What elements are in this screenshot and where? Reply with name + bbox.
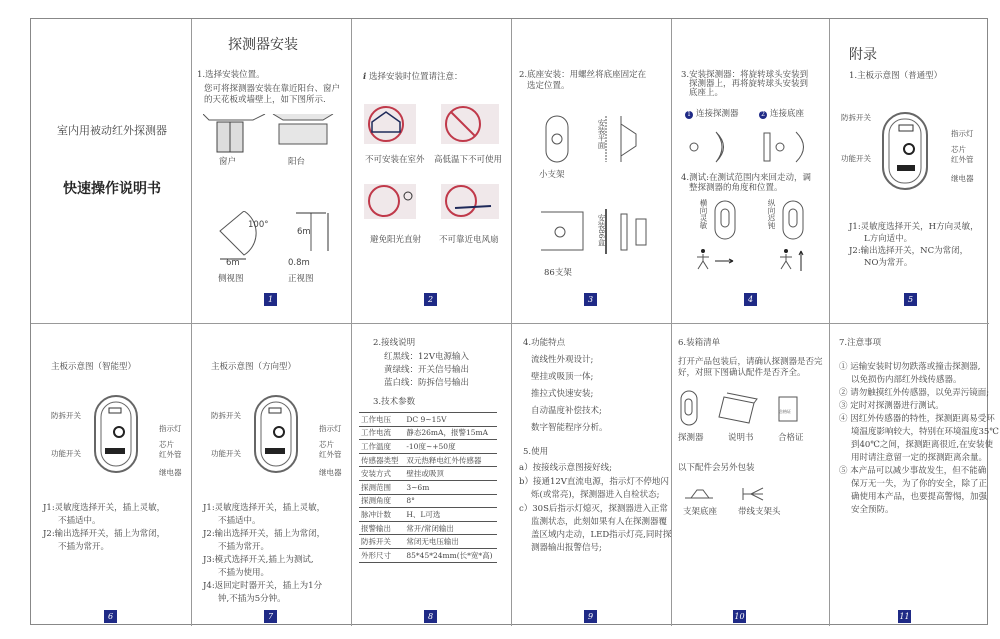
- page-number: 3: [584, 293, 597, 306]
- section-title: 7.注意事项: [839, 338, 882, 348]
- step-text: 2.底座安装：用螺丝将底座固定在: [519, 70, 647, 80]
- label-relay: 继电器: [951, 174, 974, 183]
- spec-label: 防拆开关: [359, 535, 400, 549]
- label: 横向灵敏: [699, 199, 708, 229]
- spec-label: 传感器类型: [359, 453, 400, 467]
- spec-label: 脉冲计数: [359, 508, 400, 522]
- wiring-item: 红黑线：12V电源输入: [384, 352, 469, 362]
- section-title: 主板示意图（智能型）: [51, 362, 137, 372]
- spec-table: [359, 412, 497, 563]
- label-ir: 红外管: [951, 155, 974, 164]
- certificate-text: 合格证: [779, 409, 791, 414]
- usage-item: b）接通12V直流电源，指示灯不停地闪: [519, 477, 669, 487]
- spec-row: [359, 426, 497, 440]
- spec-label: 探测范围: [359, 480, 400, 494]
- sub-step-label: 连接探测器: [696, 109, 739, 119]
- label-function: 功能开关: [841, 154, 871, 163]
- cover-subtitle: 快速操作说明书: [63, 181, 161, 197]
- page-4: [671, 19, 831, 322]
- section-title: 1.主板示意图（普通型）: [849, 71, 943, 81]
- spec-value: 静态26mA，报警15mA: [400, 426, 497, 440]
- spec-row: [359, 413, 497, 427]
- page-number: 1: [264, 293, 277, 306]
- page-7: [191, 324, 351, 627]
- caption: 小支架: [539, 170, 565, 180]
- cover-title: 室内用被动红外探测器: [57, 124, 167, 137]
- spec-label: 探测角度: [359, 494, 400, 508]
- spec-label: 工作电压: [359, 413, 400, 427]
- label-relay: 继电器: [159, 468, 182, 477]
- section-title: 3.技术参数: [373, 397, 416, 407]
- note-item: ④ 因红外传感器的特性，探测距离易受环: [839, 414, 995, 424]
- page-heading: 附录: [849, 47, 877, 63]
- step-text: 3.安装探测器：将旋转球头安装到: [681, 70, 809, 80]
- feature-item: 流线性外观设计;: [531, 355, 594, 365]
- spec-label: 工作电流: [359, 426, 400, 440]
- range-label: 6m: [226, 258, 240, 268]
- step-text: 整探测器的角度和位置。: [689, 183, 783, 193]
- section-title: 4.功能特点: [523, 338, 566, 348]
- spec-row: [359, 440, 497, 454]
- section-title: 以下配件会另外包装: [678, 463, 755, 473]
- note-item: 确使用本产品，也要提高警惕，加强: [851, 492, 988, 502]
- wiring-item: 蓝白线：防拆信号输出: [384, 378, 470, 388]
- page-number: 9: [584, 610, 597, 623]
- page-10: [671, 324, 831, 627]
- caption-window: 窗户: [219, 157, 237, 167]
- label-chip: 芯片: [951, 145, 966, 154]
- desc-text: 的天花板或墙壁上，如下图所示.: [204, 95, 326, 105]
- window-illustration: [203, 114, 343, 154]
- walk-test-illustration: [691, 199, 821, 274]
- usage-item: 监测状态，此刻如果有人在探测器覆: [531, 517, 668, 527]
- page-number: 5: [904, 293, 917, 306]
- step-text: 选定位置。: [527, 81, 570, 91]
- jumper-text: J1:灵敏度选择开关，H方向灵敏，: [849, 222, 979, 232]
- feature-item: 壁挂或吸顶一体;: [531, 372, 594, 382]
- sub-step-1: [685, 108, 739, 121]
- range-diagram: [216, 211, 336, 261]
- page-11: [831, 324, 999, 627]
- label-chip: 芯片: [159, 440, 174, 449]
- feature-item: 推拉式快速安装;: [531, 389, 594, 399]
- no-fan-icon: [441, 184, 499, 219]
- manual-sheet: [30, 18, 999, 625]
- page-3: [511, 19, 671, 322]
- desc-text: 好，对照下图确认配件是否齐全。: [678, 368, 806, 378]
- caption-side: 侧视图: [218, 274, 244, 284]
- spec-value: -10度~+50度: [400, 440, 497, 454]
- jumper-text: J4:返回定时器开关，插上为1分: [203, 581, 323, 591]
- page-number: 7: [264, 610, 277, 623]
- caption: 带线支架头: [738, 507, 781, 517]
- spec-label: 工作温度: [359, 440, 400, 454]
- page-1: [191, 19, 351, 322]
- label-function: 功能开关: [211, 449, 241, 458]
- spec-row: [359, 453, 497, 467]
- label-led: 指示灯: [951, 129, 974, 138]
- page-number: 8: [424, 610, 437, 623]
- caption-front: 正视图: [288, 274, 314, 284]
- spec-row: [359, 494, 497, 508]
- note-item: 安全预防。: [851, 505, 894, 515]
- page-2: [351, 19, 511, 322]
- jumper-text: J2:输出选择开关，NC为常闭，: [849, 246, 969, 256]
- board-diagram: [93, 394, 139, 474]
- accessory-illustration: [683, 484, 793, 504]
- board-diagram: [253, 394, 299, 474]
- usage-item: 烁(或常亮)，探测器进入自检状态;: [531, 490, 660, 500]
- ball-joint-illustration: [686, 127, 816, 167]
- step-number-badge: 2: [759, 111, 767, 119]
- caption: 避免阳光直射: [370, 235, 422, 245]
- note-item: ① 运输安装时切勿跌落或撞击探测器,: [839, 362, 981, 372]
- label-ir: 红外管: [319, 450, 342, 459]
- caption: 合格证: [778, 433, 804, 443]
- spec-value: 壁挂或吸顶: [400, 467, 497, 481]
- jumper-text: 不插为使用。: [218, 568, 270, 578]
- label-function: 功能开关: [51, 449, 81, 458]
- jumper-text: 不插为常开。: [58, 542, 110, 552]
- no-temperature-icon: [441, 104, 499, 144]
- page-6: [31, 324, 191, 627]
- jumper-text: J2:输出选择开关，插上为常闭，: [43, 529, 166, 539]
- page-8: [351, 324, 511, 627]
- spec-row: [359, 508, 497, 522]
- spec-value: 3~6m: [400, 480, 497, 494]
- step-text: 1.选择安装位置。: [197, 70, 265, 80]
- step-text: 底座上。: [689, 88, 724, 98]
- jumper-text: J1:灵敏度选择开关，插上灵敏，: [203, 503, 326, 513]
- jumper-text: J2:输出选择开关，插上为常闭，: [203, 529, 326, 539]
- label-led: 指示灯: [319, 424, 342, 433]
- label-tamper: 防拆开关: [841, 113, 871, 122]
- label-relay: 继电器: [319, 468, 342, 477]
- sub-step-2: [759, 108, 804, 121]
- note-text: 选择安装时位置请注意：: [368, 72, 463, 82]
- spec-value: 8°: [400, 494, 497, 508]
- desc-text: 打开产品包装后，请确认探测器是否完: [678, 357, 823, 367]
- note-title: i 选择安装时位置请注意：: [363, 72, 463, 82]
- spec-value: H、L可选: [400, 508, 497, 522]
- label-tamper: 防拆开关: [51, 411, 81, 420]
- board-diagram: [881, 111, 931, 191]
- spec-label: 外形尺寸: [359, 548, 400, 562]
- page-number: 2: [424, 293, 437, 306]
- caption-balcony: 阳台: [288, 157, 306, 167]
- jumper-text: J3:模式选择开关,插上为测试,: [203, 555, 314, 565]
- page-number: 6: [104, 610, 117, 623]
- page-number: 10: [734, 612, 745, 621]
- cover-panel: [31, 19, 191, 322]
- label-ir: 红外管: [159, 450, 182, 459]
- spec-row: [359, 521, 497, 535]
- spec-value: 双元热释电红外传感器: [400, 453, 497, 467]
- note-item: ③ 定时对探测器进行测试。: [839, 401, 944, 411]
- step-text: 4.测试:在测试范围内来回走动，调: [681, 173, 811, 183]
- spec-row: [359, 480, 497, 494]
- caption: 说明书: [728, 433, 754, 443]
- jumper-text: 不插为常开。: [218, 542, 270, 552]
- note-item: ⑤ 本产品可以减少事故发生，但不能确: [839, 466, 987, 476]
- spec-value: 常开/常闭输出: [400, 521, 497, 535]
- label: 安装86盒: [597, 214, 606, 247]
- note-item: 保万无一失，为了你的安全，除了正: [851, 479, 988, 489]
- spec-value: 常闭无电压输出: [400, 535, 497, 549]
- note-item: 以免损伤内部红外线传感器。: [851, 375, 962, 385]
- page-9: [511, 324, 671, 627]
- page-5: [831, 19, 991, 322]
- no-sunlight-icon: [364, 184, 416, 219]
- usage-item: a）按接线示意图接好线;: [519, 463, 612, 473]
- label-tamper: 防拆开关: [211, 411, 241, 420]
- caption: 支架底座: [683, 507, 718, 517]
- angle-label: 100°: [248, 220, 269, 230]
- label: 安装平面: [597, 119, 606, 149]
- usage-item: 测器输出报警信号;: [531, 543, 602, 553]
- spec-label: 报警输出: [359, 521, 400, 535]
- section-title: 6.装箱清单: [678, 338, 721, 348]
- no-outdoor-icon: [364, 104, 416, 144]
- page-number: 11: [899, 612, 910, 621]
- label-chip: 芯片: [319, 440, 334, 449]
- caption: 不可安装在室外: [365, 155, 425, 165]
- usage-item: 盖区域内走动，LED指示灯亮,同时探: [531, 530, 672, 540]
- feature-item: 数字智能程序分析。: [531, 423, 608, 433]
- spec-value: 85*45*24mm(长*宽*高): [400, 548, 497, 562]
- spec-row: [359, 467, 497, 481]
- step-number-badge: 1: [685, 111, 693, 119]
- spec-label: 安装方式: [359, 467, 400, 481]
- desc-text: 您可将探测器安装在靠近阳台、窗户: [204, 84, 341, 94]
- jumper-text: 不插适中。: [218, 516, 261, 526]
- section-title: 2.接线说明: [373, 338, 416, 348]
- jumper-text: L方向适中。: [864, 234, 913, 244]
- usage-item: c）30S后指示灯熄灭，探测器进入正常: [519, 504, 668, 514]
- jumper-text: J1:灵敏度选择开关，插上灵敏，: [43, 503, 166, 513]
- sub-step-label: 连接底座: [770, 109, 805, 119]
- feature-item: 自动温度补偿技术;: [531, 406, 602, 416]
- label-led: 指示灯: [159, 424, 182, 433]
- spec-row: [359, 548, 497, 562]
- note-item: 境温度影响较大，特别在环境温度35℃: [851, 427, 999, 437]
- page-number: 4: [744, 293, 757, 306]
- note-item: ② 请勿触摸红外传感器，以免弄污镜面;: [839, 388, 990, 398]
- note-item: 用时请注意留一定的探测距离余量。: [851, 453, 988, 463]
- spec-row: [359, 535, 497, 549]
- jumper-text: 钟,不插为5分钟。: [218, 594, 286, 604]
- jumper-text: 不插适中。: [58, 516, 101, 526]
- step-text: 探测器上，再将旋转球头安装到: [689, 79, 809, 89]
- caption: 高低温下不可使用: [434, 155, 503, 165]
- warning-icons: [364, 104, 504, 234]
- section-title: 主板示意图（方向型）: [211, 362, 297, 372]
- label: 纵向迟钝: [767, 199, 776, 229]
- caption: 86支架: [544, 268, 572, 278]
- height-label: 6m: [297, 227, 311, 237]
- note-item: 到40℃之间，探测距离很近,在安装使: [851, 440, 994, 450]
- caption: 探测器: [678, 433, 704, 443]
- wiring-item: 黄绿线：开关信号输出: [384, 365, 470, 375]
- width-label: 0.8m: [288, 258, 310, 268]
- jumper-text: NO为常开。: [864, 258, 913, 268]
- page-heading: 探测器安装: [228, 37, 298, 53]
- section-title: 5.使用: [523, 447, 549, 457]
- spec-value: DC 9~15V: [400, 413, 497, 427]
- caption: 不可靠近电风扇: [439, 235, 499, 245]
